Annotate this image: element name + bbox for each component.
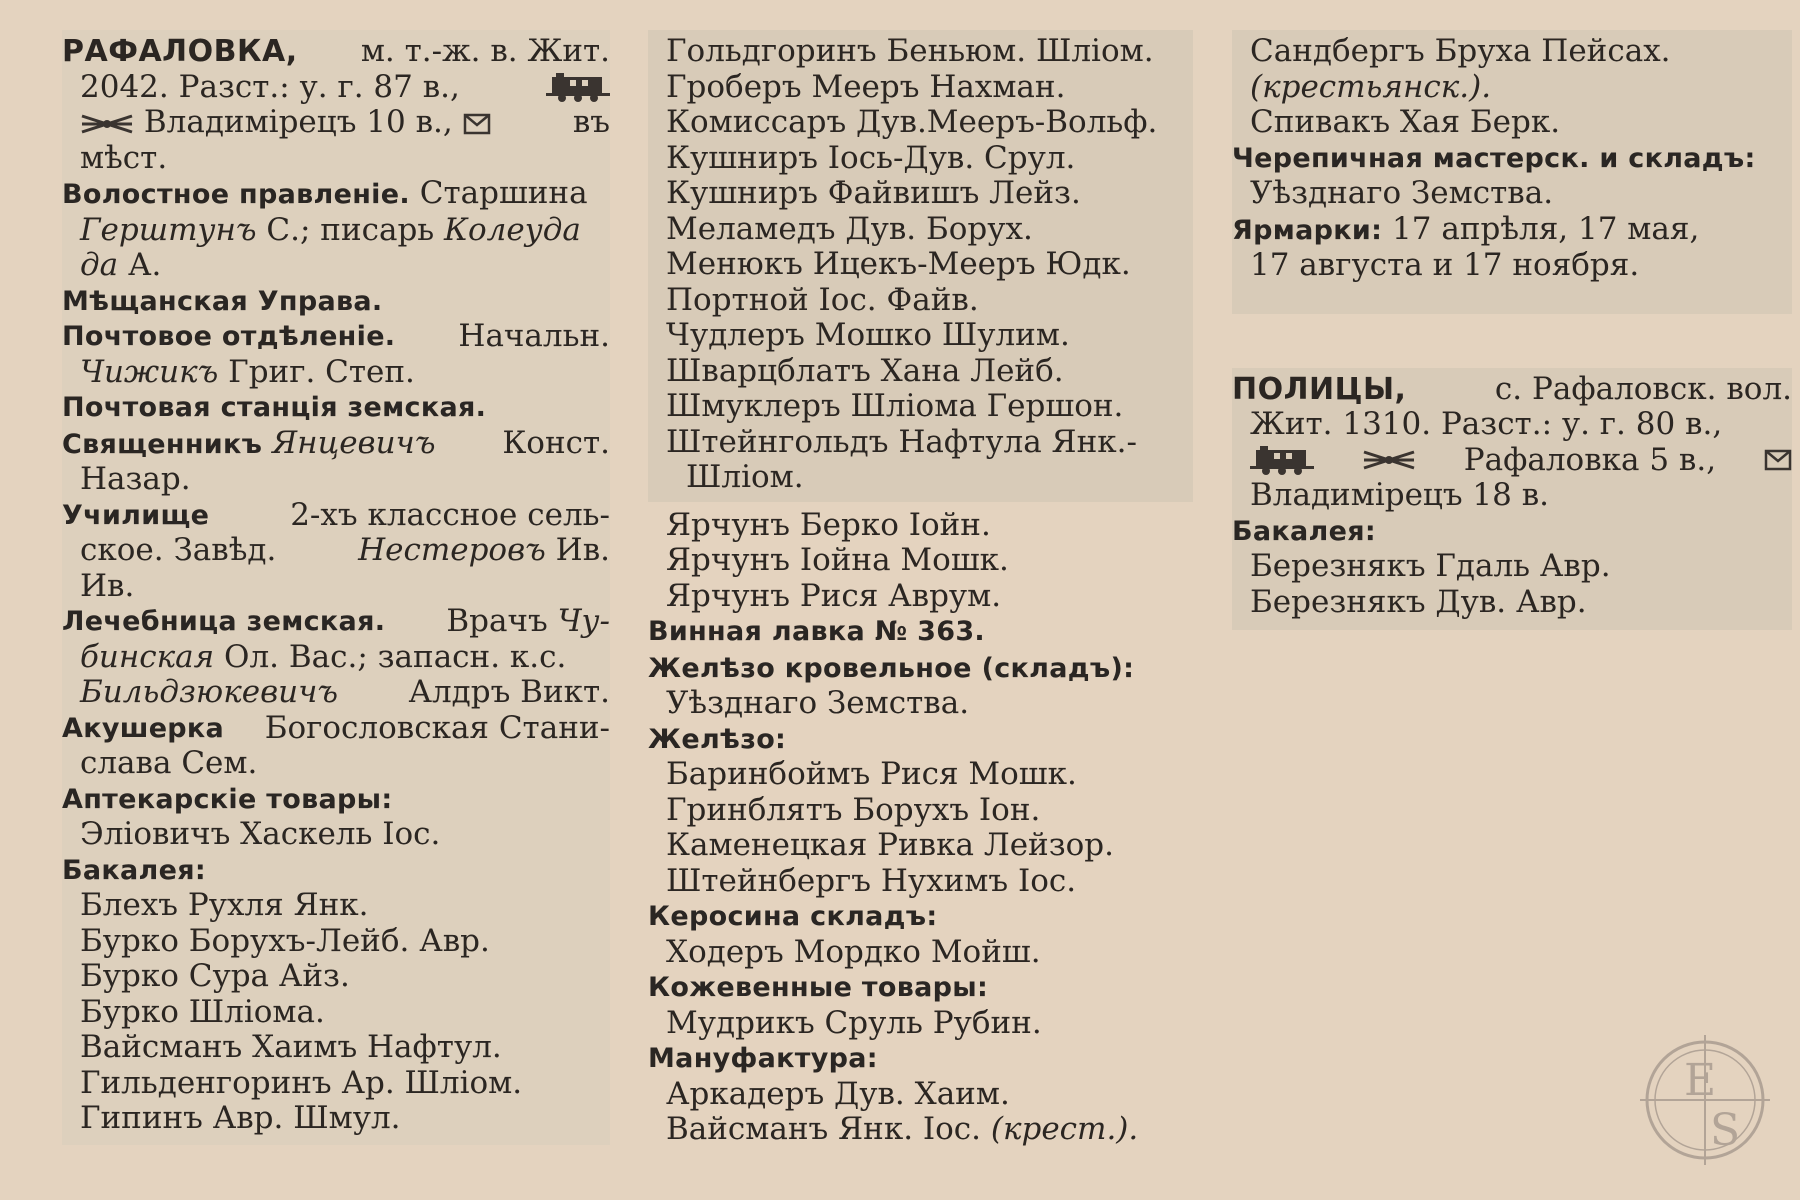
section-heading: Лечебница земская. [62, 606, 386, 637]
list-item: Комиссаръ Дув.Мееръ-Вольф. [666, 104, 1158, 140]
town-line [1232, 443, 1792, 479]
section-heading: Почтовая станція земская. [62, 392, 487, 423]
town-desc: Владимірецъ 10 в., [143, 104, 453, 140]
section-heading: Почтовое отдѣленіе. [62, 321, 396, 352]
entry-text: Врачъ [446, 603, 548, 639]
list-item: Мудрикъ Сруль Рубин. [666, 1004, 1042, 1041]
section-heading: Волостное правленіе. [62, 179, 410, 210]
list-item: Березнякъ Дув. Авр. [1250, 583, 1587, 620]
list-item: Менюкъ Ицекъ-Мееръ Юдк. [666, 246, 1131, 282]
entry-text: Богословская Стани- [264, 709, 610, 746]
list-item: Кушниръ Іось-Дув. Срул. [666, 139, 1076, 176]
section-heading: Желѣзо: [648, 723, 787, 755]
post-entry [62, 319, 610, 355]
list-item: Бурко Борухъ-Лейб. Авр. [80, 922, 490, 959]
list-item: Ярчунъ Рися Аврум. [666, 577, 1002, 614]
entry-text: Ив. [555, 532, 610, 568]
person-name: Чижикъ [80, 353, 219, 390]
column-1 [62, 30, 610, 1145]
town-desc: мѣст. [80, 139, 168, 176]
section-heading: (складъ): [981, 652, 1135, 684]
hospital-entry [62, 604, 610, 640]
list-item: Штейнбергъ Нухимъ Іос. [666, 862, 1077, 899]
list-item: Уѣзднаго Земства. [1250, 175, 1554, 211]
section-heading: Бакалея: [1232, 515, 1376, 547]
list-item: Аркадеръ Дув. Хаим. [666, 1075, 1010, 1112]
fair-entry [1232, 212, 1792, 249]
iron-roof-entry [648, 650, 1193, 687]
list-item: Шмуклеръ Шліома Гершон. [666, 388, 1124, 424]
list-item: Гипинъ Авр. Шмул. [80, 1100, 401, 1136]
list-item: Спивакъ Хая Берк. [1250, 104, 1561, 140]
person-name: Янцевичъ [272, 424, 436, 461]
list-item [1232, 34, 1792, 70]
list-item: Блехъ Рухля Янк. [80, 887, 369, 923]
list-item: Бурко Шліома. [80, 993, 325, 1030]
envelope-icon [463, 113, 491, 135]
section-heading: Бакалея: [62, 854, 206, 886]
column-2-top-panel [648, 30, 1193, 502]
telegraph-icon [1362, 446, 1416, 474]
entry-text: А. [128, 247, 162, 283]
town-desc: 2042. Разст.: у. г. 87 в., [80, 68, 460, 105]
train-icon [1250, 444, 1314, 476]
list-item: Березнякъ Гдаль Авр. [1250, 548, 1611, 584]
town-entry [62, 34, 610, 70]
column-3-top-panel [1232, 30, 1792, 314]
list-item: Гольдгоринъ Беньюм. Шліом. [666, 33, 1154, 69]
town-line [62, 105, 610, 141]
section-heading: Ярмарки: [1232, 214, 1383, 246]
column-2 [648, 30, 1193, 1148]
entry-line [62, 675, 610, 711]
section-heading: Аптекарскіе товары: [62, 783, 393, 815]
town-name: РАФАЛОВКА, [62, 34, 298, 69]
midwife-entry [62, 711, 610, 747]
list-item: Гильденгоринъ Ар. Шліом. [80, 1064, 523, 1101]
person-name: Бильдзюкевичъ [80, 674, 339, 710]
svg-text:S: S [1710, 1105, 1741, 1156]
town-entry [1232, 372, 1792, 408]
svg-text:E: E [1684, 1055, 1717, 1106]
section-heading: Училище [62, 499, 210, 531]
list-item: Шліом. [686, 459, 804, 495]
entry-text: Вайсманъ Янк. Іос. [666, 1111, 982, 1147]
entry-text: Назар. [80, 461, 191, 497]
person-name: бинская [80, 638, 215, 675]
town-line [62, 70, 610, 106]
list-item: Баринбоймъ Рися Мошк. [666, 756, 1077, 792]
entry-text: Конст. [502, 424, 610, 461]
entry-text: Старшина [419, 175, 588, 211]
list-item: Гринблятъ Борухъ Іон. [666, 791, 1041, 828]
list-item [648, 1112, 1193, 1148]
section-heading: Керосина складъ: [648, 901, 938, 932]
es-stamp-icon [1640, 1035, 1770, 1165]
entry-text: Григ. Степ. [228, 353, 415, 390]
list-item: Ярчунъ Іойна Мошк. [666, 542, 1009, 578]
entry-line [62, 248, 610, 284]
person-name: Герштунъ [80, 211, 257, 248]
list-item: Уѣзднаго Земства. [666, 685, 970, 721]
entry-line [62, 533, 610, 569]
town-desc: въ [572, 104, 610, 140]
person-name: Колеуда [444, 211, 581, 248]
list-item: Гроберъ Мееръ Нахман. [666, 68, 1066, 105]
section-heading: Акушерка [62, 712, 225, 744]
priest-entry [62, 426, 610, 463]
volost-entry [62, 176, 610, 213]
entry-text: Ив. [80, 567, 135, 604]
entry-text: ское. Завѣд. [80, 532, 277, 568]
section-heading: Мѣщанская Управа. [62, 285, 383, 317]
town-name: ПОЛИЦЫ, [1232, 371, 1407, 407]
section-heading: Желѣзо кровельное [648, 652, 972, 684]
entry-text: 2-хъ классное сель- [290, 496, 610, 533]
list-item: Эліовичъ Хаскель Іос. [80, 816, 441, 852]
entry-text: слава Сем. [80, 745, 258, 781]
entry-note: (крест.). [990, 1111, 1139, 1147]
school-entry [62, 498, 610, 534]
list-item: Каменецкая Ривка Лейзор. [666, 827, 1114, 863]
town-desc: с. Рафаловск. вол. [1494, 370, 1792, 407]
list-item: Бурко Сура Айз. [80, 958, 350, 994]
list-item: Штейнгольдъ Нафтула Янк.- [666, 423, 1137, 460]
town-desc: Владимірецъ 18 в. [1250, 477, 1550, 513]
list-item: Портной Іос. Файв. [666, 281, 979, 318]
person-name: Чу- [557, 603, 610, 639]
list-item: Ходеръ Мордко Мойш. [666, 933, 1041, 970]
entry-text: 17 августа и 17 ноября. [1250, 247, 1640, 283]
person-name: да [80, 247, 119, 283]
entry-line [62, 213, 610, 249]
section-heading: Мануфактура: [648, 1043, 878, 1074]
list-item: Кушниръ Файвишъ Лейз. [666, 175, 1081, 211]
town-desc: Жит. 1310. Разст.: у. г. 80 в., [1250, 406, 1723, 442]
telegraph-icon [80, 110, 134, 138]
column-3-polici-panel [1232, 368, 1792, 631]
section-heading: Священникъ [62, 428, 263, 460]
list-item: Ярчунъ Берко Іойн. [666, 506, 991, 543]
town-desc: м. т.-ж. в. Жит. [360, 33, 610, 69]
list-item: Чудлеръ Мошко Шулим. [666, 317, 1070, 353]
entry-line [62, 355, 610, 391]
town-desc: Рафаловка 5 в., [1463, 441, 1717, 478]
person-name: Нестеровъ [358, 532, 546, 568]
entry-text: С.; писарь [266, 211, 435, 248]
section-heading: Винная лавка № 363. [648, 616, 985, 647]
section-heading: Кожевенные товары: [648, 972, 989, 1003]
list-item: Шварцблатъ Хана Лейб. [666, 352, 1064, 389]
entry-text: Начальн. [458, 318, 610, 354]
section-heading: Черепичная мастерск. и складъ: [1232, 142, 1756, 174]
column-3 [1232, 30, 1792, 630]
entry-text: Сандбергъ Бруха Пейсах. [1250, 33, 1671, 69]
entry-line [62, 640, 610, 676]
entry-text: 17 апрѣля, 17 мая, [1392, 210, 1700, 247]
train-icon [546, 71, 610, 103]
list-item: Вайсманъ Хаимъ Нафтул. [80, 1029, 502, 1065]
entry-text: Алдръ Викт. [408, 674, 610, 710]
entry-text: Ол. Вас.; запасн. к.с. [224, 638, 567, 675]
envelope-icon [1764, 449, 1792, 471]
list-item: Меламедъ Дув. Борух. [666, 210, 1033, 247]
entry-note: (крестьянск.). [1250, 68, 1492, 105]
